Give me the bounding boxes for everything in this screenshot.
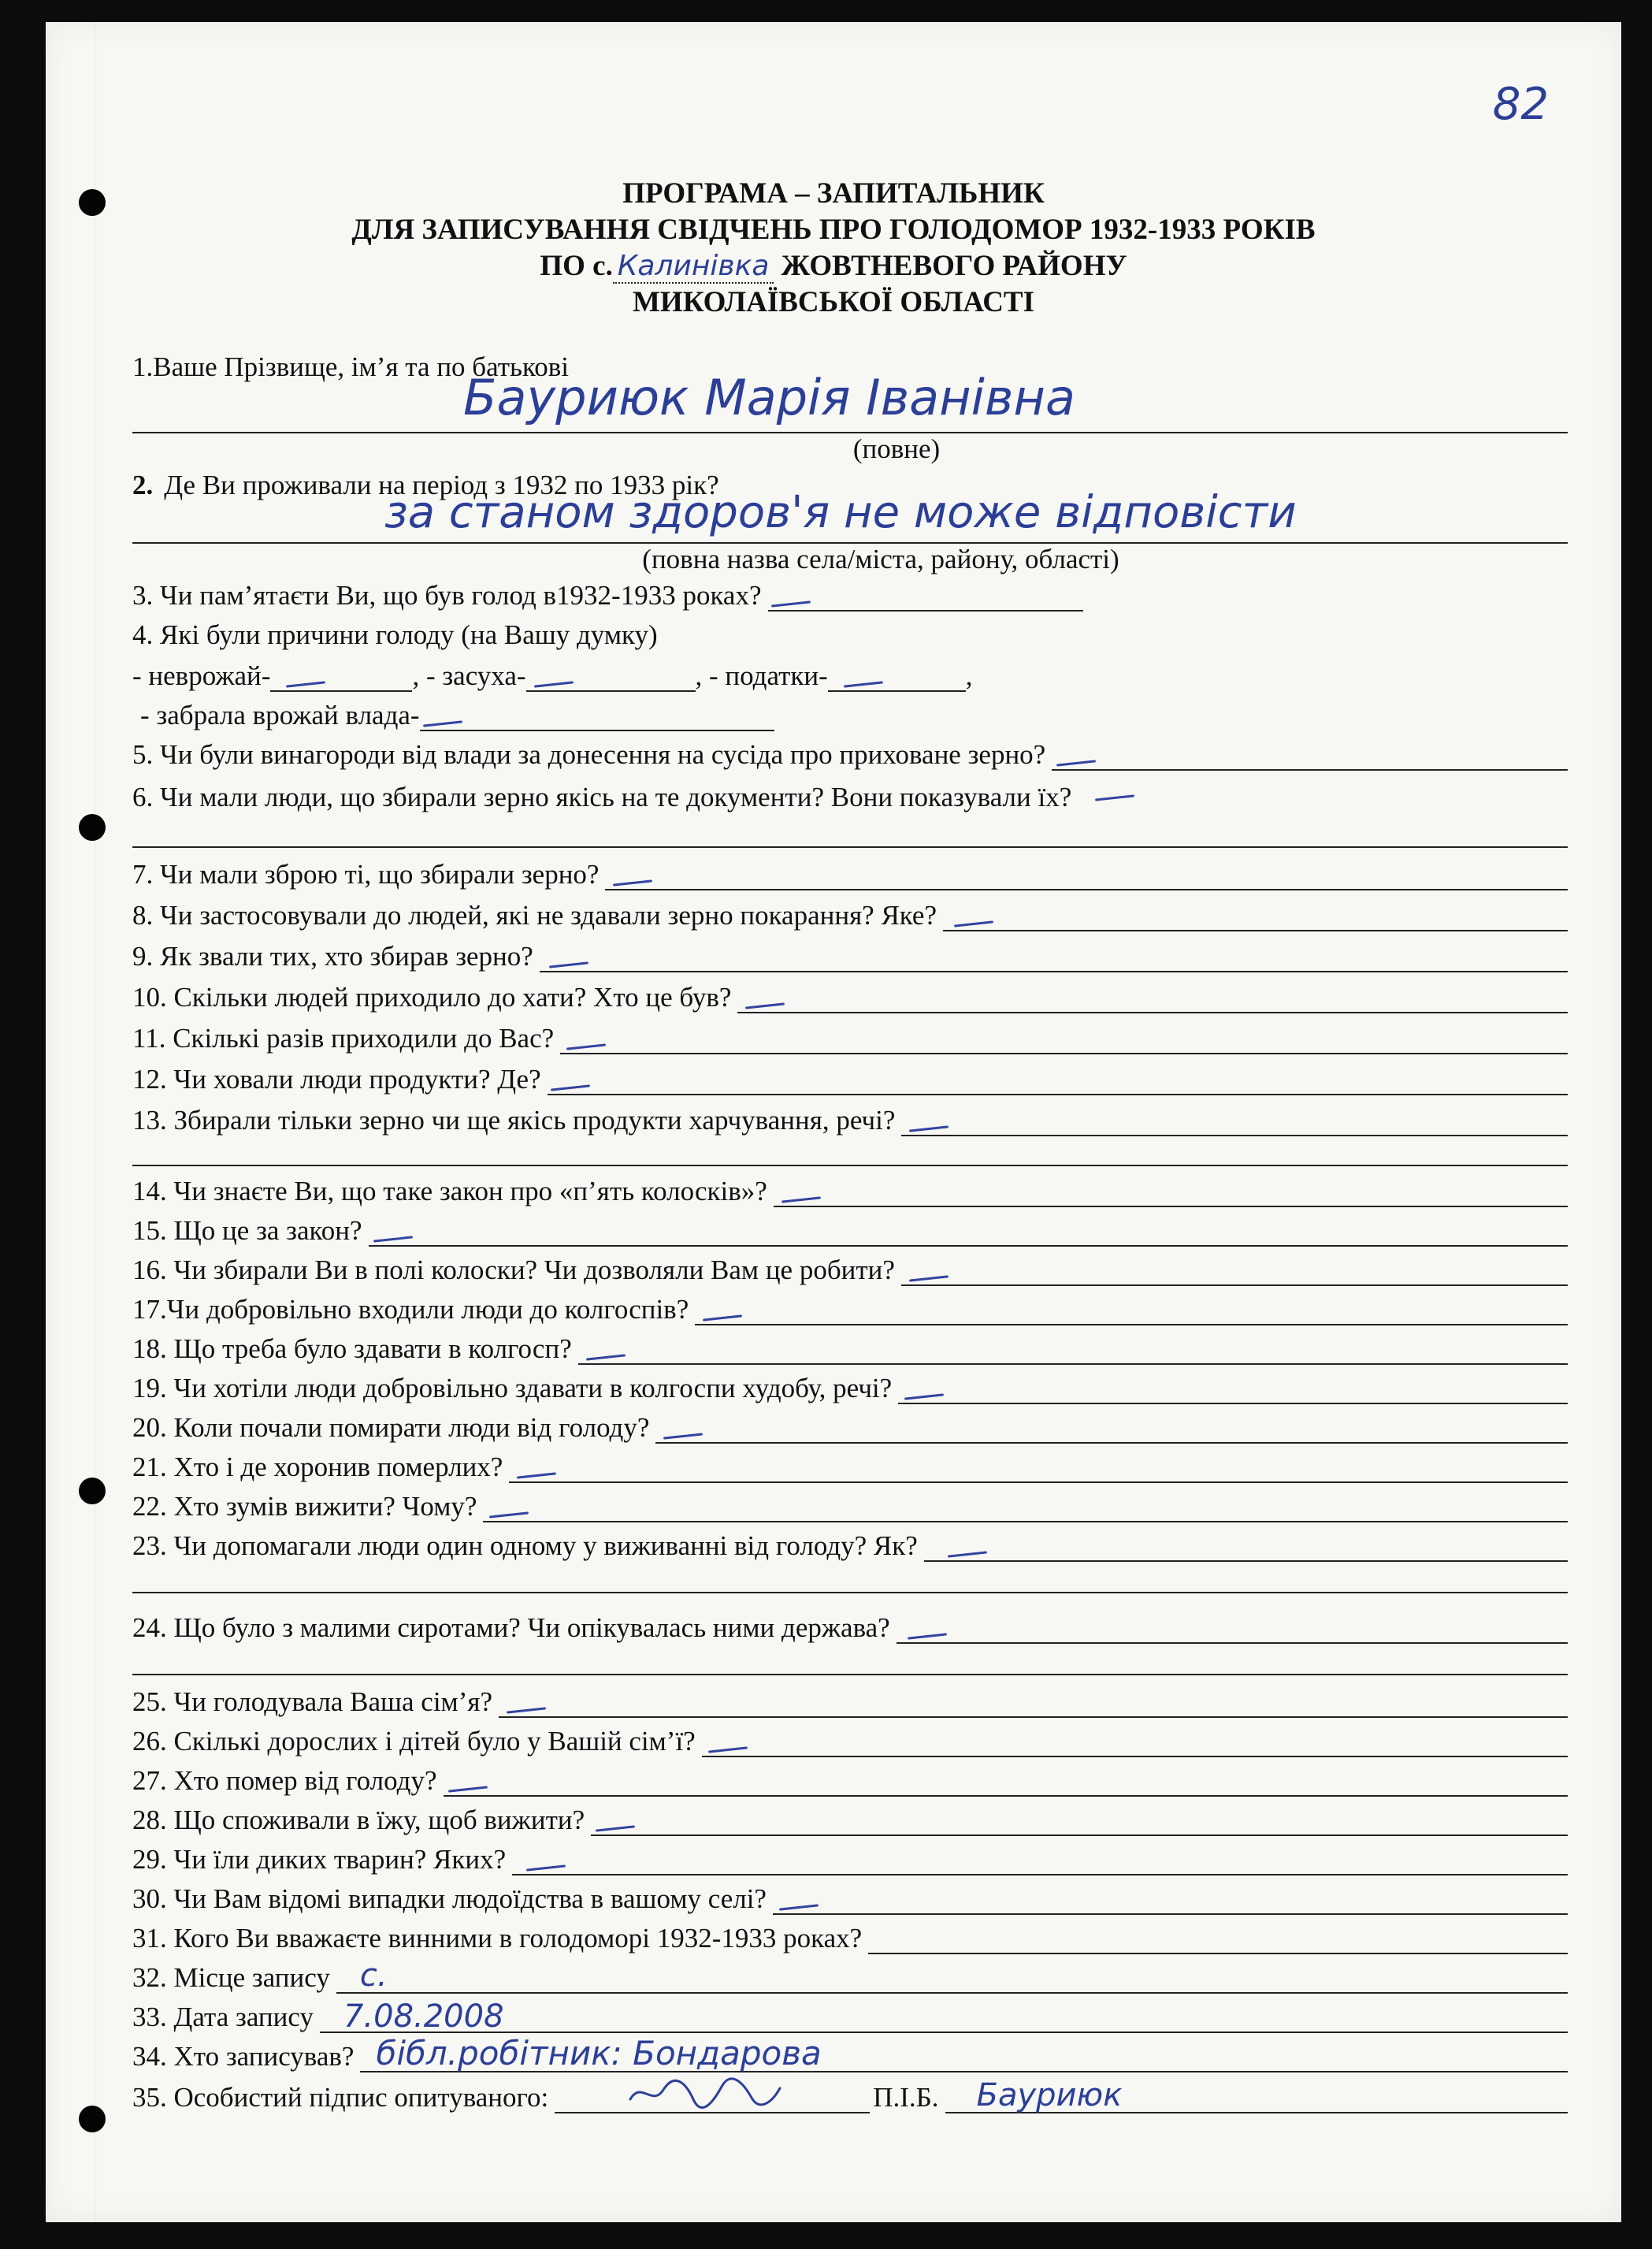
question-31-answer-line[interactable] (868, 1927, 1568, 1954)
question-12-label: 12. Чи ховали люди продукти? Де? (132, 1064, 541, 1095)
option-crop-failure-line[interactable] (270, 665, 412, 692)
option-authority-line[interactable] (420, 704, 774, 731)
question-29-label: 29. Чи їли диких тварин? Яких? (132, 1844, 507, 1875)
question-23 (132, 1524, 1568, 1562)
question-6 (132, 775, 1568, 813)
dash-mark (770, 600, 810, 607)
question-6-label: 6. Чи мали люди, що збирали зерно якісь на те документи? Вони показували їх? (132, 782, 1072, 812)
dash-mark (373, 1236, 413, 1242)
header-line-3 (46, 248, 1621, 284)
option-drought-label: , - засуха- (412, 660, 526, 691)
dash-mark (533, 681, 573, 687)
question-15-answer-line[interactable] (369, 1220, 1568, 1247)
question-10 (132, 976, 1568, 1013)
question-3 (132, 574, 1568, 612)
question-30-answer-line[interactable] (773, 1888, 1568, 1915)
question-29-answer-line[interactable] (512, 1849, 1568, 1875)
question-17-answer-line[interactable] (695, 1299, 1568, 1325)
question-18-answer-line[interactable] (578, 1338, 1568, 1365)
question-2-number: 2. (132, 470, 154, 500)
question-29 (132, 1838, 1568, 1875)
question-18 (132, 1327, 1568, 1365)
signature-line[interactable] (555, 2087, 870, 2113)
question-32-answer-line[interactable] (336, 1957, 1568, 1994)
question-16-label: 16. Чи збирали Ви в полі колоски? Чи дозволяли Вам це робити? (132, 1255, 895, 1285)
question-4-options (132, 654, 1568, 692)
question-28 (132, 1798, 1568, 1836)
village-name-handwritten: Калинівка (613, 250, 774, 284)
punch-hole (79, 1478, 106, 1504)
pib-label: П.І.Б. (873, 2082, 939, 2113)
question-11 (132, 1017, 1568, 1054)
question-32 (132, 1956, 1568, 1994)
question-20 (132, 1406, 1568, 1444)
dash-mark (517, 1472, 556, 1478)
dash-mark (844, 681, 883, 687)
question-13-answer-line[interactable] (901, 1110, 1568, 1136)
question-17-label: 17.Чи добровільно входили люди до колгоспів? (132, 1294, 689, 1325)
question-5-answer-line[interactable] (1052, 744, 1568, 771)
question-7-label: 7. Чи мали зброю ті, що збирали зерно? (132, 859, 600, 890)
question-14-answer-line[interactable] (774, 1180, 1568, 1207)
question-24-answer-line[interactable] (897, 1617, 1568, 1644)
question-5-label: 5. Чи були винагороди від влади за донесення на сусіда про приховане зерно? (132, 739, 1046, 770)
question-31 (132, 1916, 1568, 1954)
dash-mark (948, 1551, 987, 1557)
question-33 (132, 1995, 1568, 2033)
option-taxes-comma: , (965, 660, 973, 691)
dash-mark (286, 681, 325, 687)
question-34-answer-line[interactable] (360, 2034, 1568, 2072)
question-25-answer-line[interactable] (499, 1691, 1568, 1718)
dash-mark (613, 879, 652, 886)
dash-mark (908, 1633, 947, 1639)
question-1-caption: (повне) (852, 433, 941, 464)
page-fold (95, 22, 97, 2222)
question-23-label: 23. Чи допомагали люди один одному у виживанні від голоду? Як? (132, 1530, 918, 1561)
dash-mark (954, 920, 993, 927)
question-21 (132, 1445, 1568, 1483)
question-11-answer-line[interactable] (560, 1028, 1568, 1054)
question-33-label: 33. Дата запису (132, 2002, 314, 2032)
page-number: 82 (1492, 79, 1549, 130)
dash-mark (566, 1043, 606, 1050)
pib-answer-line[interactable] (945, 2077, 1568, 2113)
question-8 (132, 894, 1568, 931)
document-header (46, 176, 1621, 321)
question-1-label: 1.Ваше Прізвище, ім’я та по батькові (132, 351, 569, 382)
question-26-label: 26. Скількі дорослих і дітей було у Вашій сім’ї? (132, 1726, 696, 1756)
dash-mark (1056, 760, 1096, 766)
question-9-answer-line[interactable] (540, 946, 1568, 972)
question-27 (132, 1759, 1568, 1797)
question-23-answer-line-2[interactable] (132, 1592, 1568, 1593)
question-19 (132, 1366, 1568, 1404)
question-30-label: 30. Чи Вам відомі випадки людоїдства в вашому селі? (132, 1883, 767, 1914)
question-33-answer-handwritten: 7.08.2008 (343, 1998, 504, 2035)
dash-mark (909, 1275, 949, 1281)
dash-mark (781, 1196, 821, 1203)
question-10-label: 10. Скільки людей приходило до хати? Хто це був? (132, 982, 732, 1013)
question-13 (132, 1098, 1568, 1136)
question-12-answer-line[interactable] (548, 1069, 1568, 1095)
header-line-2: ДЛЯ ЗАПИСУВАННЯ СВІДЧЕНЬ ПРО ГОЛОДОМОР 1932-1933 РОКІВ (351, 214, 1316, 246)
question-25-label: 25. Чи голодувала Ваша сім’я? (132, 1686, 492, 1717)
option-taxes-line[interactable] (828, 665, 966, 692)
question-30 (132, 1877, 1568, 1915)
question-4-option-d (140, 693, 1576, 731)
question-22 (132, 1485, 1568, 1522)
dash-mark (1095, 794, 1134, 801)
question-3-label: 3. Чи пам’ятаєти Ви, що був голод в1932-1933 роках? (132, 580, 762, 611)
dash-mark (904, 1393, 944, 1400)
question-35 (132, 2076, 1568, 2113)
question-19-label: 19. Чи хотіли люди добровільно здавати в колгоспи худобу, речі? (132, 1373, 893, 1403)
option-drought-line[interactable] (526, 665, 696, 692)
question-2-answer-handwritten: за станом здоров'я не може відповісти (384, 487, 1297, 538)
dash-mark (663, 1433, 703, 1439)
question-21-label: 21. Хто і де хоронив померлих? (132, 1452, 503, 1482)
question-26-answer-line[interactable] (702, 1730, 1568, 1757)
punch-hole (79, 189, 106, 216)
option-crop-failure-label: - неврожай- (132, 660, 271, 691)
question-15-label: 15. Що це за закон? (132, 1215, 362, 1246)
question-18-label: 18. Що треба було здавати в колгосп? (132, 1333, 572, 1364)
question-9-label: 9. Як звали тих, хто збирав зерно? (132, 941, 533, 972)
question-10-answer-line[interactable] (737, 987, 1568, 1013)
dash-mark (447, 1786, 487, 1792)
question-19-answer-line[interactable] (898, 1377, 1568, 1404)
question-25 (132, 1680, 1568, 1718)
questionnaire-page (46, 22, 1621, 2222)
question-22-label: 22. Хто зумів вижити? Чому? (132, 1491, 477, 1522)
question-14 (132, 1169, 1568, 1207)
dash-mark (423, 720, 462, 727)
option-authority-label: - забрала врожай влада- (140, 700, 420, 730)
question-16 (132, 1248, 1568, 1286)
header-village-prefix: ПО с. (540, 250, 613, 282)
punch-hole (79, 814, 106, 841)
question-2-label: Де Ви проживали на період з 1932 по 1933 рік? (164, 470, 719, 500)
question-14-label: 14. Чи знаєте Ви, що таке закон про «п’ять колосків»? (132, 1176, 767, 1206)
question-13-label: 13. Збирали тільки зерно чи ще якісь продукти харчування, речі? (132, 1105, 896, 1136)
dash-mark (745, 1002, 785, 1009)
question-26 (132, 1719, 1568, 1757)
question-12 (132, 1058, 1568, 1095)
question-13-answer-line-2[interactable] (132, 1165, 1568, 1166)
question-22-answer-line[interactable] (483, 1496, 1568, 1522)
dash-mark (489, 1511, 529, 1518)
question-7 (132, 853, 1568, 890)
question-8-answer-line[interactable] (943, 905, 1568, 931)
question-34-answer-handwritten: бібл.робітник: Бондарова (376, 2034, 822, 2072)
question-5 (132, 733, 1568, 771)
question-4-label: 4. Які були причини голоду (на Вашу думку) (132, 619, 658, 650)
dash-mark (549, 961, 588, 968)
dash-mark (596, 1825, 635, 1831)
question-20-label: 20. Коли почали помирати люди від голоду? (132, 1412, 650, 1443)
dash-mark (507, 1707, 546, 1713)
header-district: ЖОВТНЕВОГО РАЙОНУ (781, 250, 1127, 282)
dash-mark (703, 1314, 742, 1321)
question-20-answer-line[interactable] (655, 1417, 1568, 1444)
signature-scribble (626, 2076, 783, 2110)
question-16-answer-line[interactable] (901, 1259, 1568, 1286)
punch-hole (79, 2106, 106, 2132)
question-17 (132, 1288, 1568, 1325)
question-28-label: 28. Що споживали в їжу, щоб вижити? (132, 1805, 585, 1835)
question-27-label: 27. Хто помер від голоду? (132, 1765, 437, 1796)
question-11-label: 11. Скількі разів приходили до Вас? (132, 1023, 555, 1054)
dash-mark (708, 1746, 748, 1753)
question-32-label: 32. Місце запису (132, 1962, 330, 1993)
question-24 (132, 1606, 1568, 1644)
question-27-answer-line[interactable] (444, 1770, 1568, 1797)
dash-mark (779, 1904, 819, 1910)
question-3-answer-line[interactable] (768, 585, 1083, 612)
question-8-label: 8. Чи застосовували до людей, які не здавали зерно покарання? Яке? (132, 900, 937, 931)
question-24-answer-line-2[interactable] (132, 1674, 1568, 1675)
question-32-answer-handwritten: с. (359, 1957, 388, 1994)
question-34 (132, 2035, 1568, 2072)
question-6-answer-line[interactable] (132, 846, 1568, 848)
question-2-caption: (повна назва села/міста, району, області) (642, 544, 1119, 574)
question-15 (132, 1209, 1568, 1247)
question-1-answer-handwritten: Бауриюк Марія Іванівна (463, 369, 1075, 426)
question-21-answer-line[interactable] (509, 1456, 1568, 1483)
question-7-answer-line[interactable] (605, 864, 1568, 890)
question-34-label: 34. Хто записував? (132, 2041, 355, 2072)
question-23-answer-line[interactable] (924, 1535, 1568, 1562)
header-line-4: МИКОЛАЇВСЬКОЇ ОБЛАСТІ (633, 286, 1034, 318)
question-4 (132, 613, 1568, 651)
question-31-label: 31. Кого Ви вважаєте винними в голодоморі 1932-1933 роках? (132, 1923, 863, 1953)
question-9 (132, 935, 1568, 972)
header-line-1: ПРОГРАМА – ЗАПИТАЛЬНИК (622, 177, 1045, 210)
pib-answer-handwritten: Бауриюк (976, 2077, 1123, 2113)
dash-mark (586, 1354, 626, 1360)
dash-mark (551, 1084, 590, 1091)
question-28-answer-line[interactable] (591, 1809, 1568, 1836)
dash-mark (526, 1864, 566, 1871)
option-taxes-label: , - податки- (695, 660, 828, 691)
question-35-label: 35. Особистий підпис опитуваного: (132, 2082, 549, 2113)
question-33-answer-line[interactable] (320, 1998, 1568, 2035)
dash-mark (909, 1125, 949, 1132)
question-24-label: 24. Що було з малими сиротами? Чи опікувалась ними держава? (132, 1612, 890, 1643)
